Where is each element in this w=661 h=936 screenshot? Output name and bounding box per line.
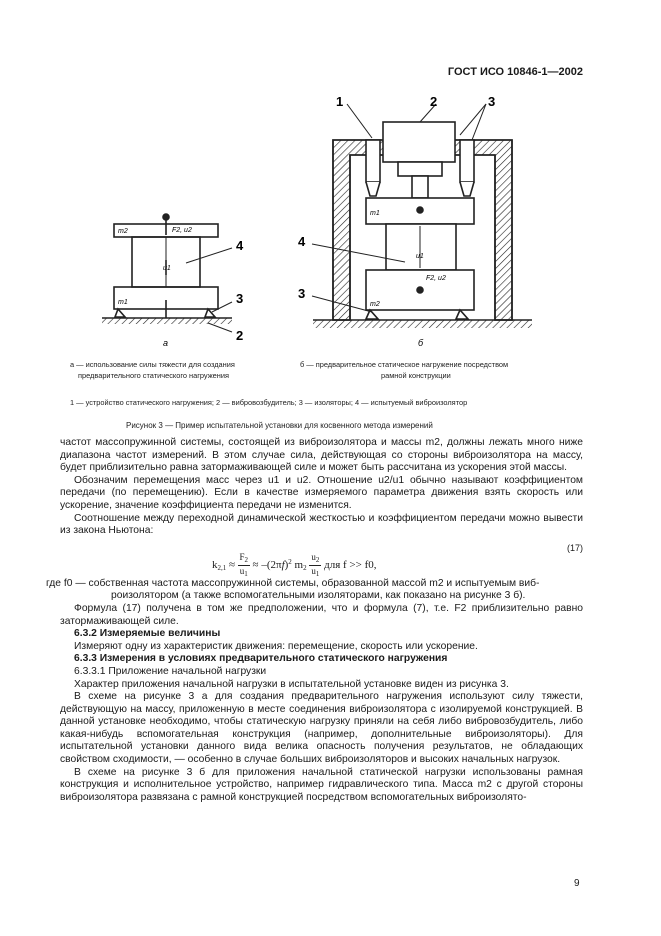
- formula-condition: для f >> f0,: [324, 558, 377, 571]
- paragraph-5: Измеряют одну из характеристик движения: перемещение, скорость или ускорение.: [74, 640, 478, 652]
- callout-4-left: 4: [236, 238, 244, 253]
- label-m2-right: m2: [370, 301, 380, 308]
- label-u1-right: u1: [416, 253, 424, 260]
- paragraph-2: Обозначим перемещения масс через u1 и u2. Отношение u2/u1 обычно называют коэффициентом передачи (по перемещению). Если в качестве измеряемого параметра движения взять скорость или ускорение, значение коэффициента передачи не изменится.: [60, 474, 583, 511]
- caption-b-line1: б — предварительное статическое нагружение посредством: [300, 360, 509, 369]
- heading-6-3-3-1: 6.3.3.1 Приложение начальной нагрузки: [74, 665, 267, 677]
- paragraph-6: Характер приложения начальной нагрузки в испытательной установке виден из рисунка 3.: [74, 678, 509, 690]
- figure-b-letter: б: [418, 338, 424, 348]
- callout-3-right: 3: [298, 286, 306, 301]
- formula-17: $k_{2,1} \approx F_2$ $u_1 \approx -(2\pi f)^2$ $m_2$ $u_2$ $u_1$ для f >> f0, (17): [212, 542, 583, 578]
- label-m1-right: m1: [370, 210, 380, 217]
- callout-1-right: 1: [336, 94, 344, 109]
- callout-2-left: 2: [236, 328, 244, 343]
- paragraph-7: В схеме на рисунке 3 а для создания предварительного нагружения используют силу тяжести, действующую на массу, приложенную в месте соединения виброизолятора с изолируемой конструкцией. В данной установке необходимо, чтобы статическую нагрузку приняли на себя либо вибровозбудитель, либо какая-нибудь вспомогательная конструкция (например, дополнительные виброизоляторы). Для испытательной установки данного вида велика опасность получения результатов, не обладающих свойством сходимости, — особенно в случае больших виброизоляторов и высоких начальных нагрузок.: [60, 691, 583, 766]
- body-text: [46, 437, 583, 804]
- paragraph-3: Соотношение между переходной динамической жесткостью и коэффициентом передачи можно вывести из закона Ньютона:: [60, 512, 583, 537]
- caption-b-line2: рамной конструкции: [381, 371, 451, 380]
- figure-title: Рисунок 3 — Пример испытательной установки для косвенного метода измерений: [126, 421, 433, 430]
- label-f2u2-right: F2, u2: [426, 275, 446, 282]
- callout-3-right-top: 3: [488, 94, 496, 109]
- paragraph-1: частот массопружинной системы, состоящей из виброизолятора и массы m2, должны лежать много ниже диапазона частот измерений. В этом случае сила, действующая со стороны виброизолятора на массу, будет приблизительно равна затормаживающей силе и может быть рассчитана из ускорения этой массы.: [60, 437, 583, 474]
- figure-b: [312, 104, 532, 328]
- label-m1-left: m1: [118, 299, 128, 306]
- label-u1-left: u1: [163, 265, 171, 272]
- paragraph-8: В схеме на рисунке 3 б для приложения начальной статической нагрузки использованы рамная конструкция и исполнительное устройство, например гидравлического типа. Масса m2 с другой стороны виброизолятора развязана с рамной конструкцией посредством вспомогательных виброизолято-: [60, 766, 583, 803]
- where-line-1: где f0 — собственная частота массопружинной системы, образованной массой m2 и испытуемым виб-: [46, 577, 540, 589]
- label-m2-left: m2: [118, 228, 128, 235]
- figure-legend: 1 — устройство статического нагружения; 2 — вибровозбудитель; 3 — изоляторы; 4 — испытуемый виброизолятор: [70, 398, 468, 407]
- formula-number: (17): [566, 542, 583, 553]
- figure-a-letter: а: [163, 338, 169, 348]
- caption-a-line2: предварительного статического нагружения: [78, 371, 229, 380]
- paragraph-4: Формула (17) получена в том же предположении, что и формула (7), т.е. F2 приблизительно равно затормаживающей силе.: [60, 602, 583, 627]
- caption-a-line1: а — использование силы тяжести для создания: [70, 360, 235, 369]
- heading-6-3-2: 6.3.2 Измеряемые величины: [74, 628, 221, 640]
- where-line-2: роизолятором (а также вспомогательными изоляторами, как показано на рисунке 3 б).: [111, 590, 526, 602]
- callout-3-left: 3: [236, 291, 244, 306]
- label-f2u2-left: F2, u2: [172, 227, 192, 234]
- page-header: ГОСТ ИСО 10846-1—2002: [447, 66, 583, 78]
- callout-4-right: 4: [298, 234, 306, 249]
- callout-2-right: 2: [430, 94, 438, 109]
- page-number: 9: [574, 878, 580, 889]
- heading-6-3-3: 6.3.3 Измерения в условиях предварительного статического нагружения: [74, 653, 448, 665]
